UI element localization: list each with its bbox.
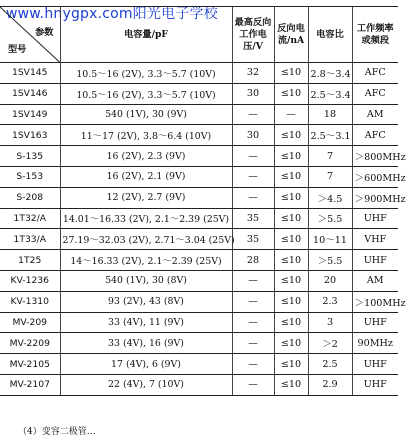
capacitance-cell: 11～17 (2V), 3.8～6.4 (10V) (60, 125, 232, 146)
capacitance-ratio-cell: 2.9 (308, 374, 352, 395)
header-reverse-current: 反向电流/nA (274, 7, 308, 63)
max-voltage-cell: — (232, 166, 274, 187)
capacitance-ratio-cell: 7 (308, 146, 352, 167)
capacitance-ratio-cell: 2.8～3.4 (308, 63, 352, 84)
reverse-current-cell: ≤10 (274, 354, 308, 375)
max-voltage-cell: — (232, 270, 274, 291)
table-row (0, 270, 398, 291)
capacitance-ratio-cell: 20 (308, 270, 352, 291)
model-cell: KV-1236 (0, 270, 60, 291)
max-voltage-cell: — (232, 146, 274, 167)
max-voltage-cell: — (232, 291, 274, 312)
header-max-reverse-voltage: 最高反向工作电压/V (232, 7, 274, 63)
capacitance-ratio-cell: ＞4.5 (308, 187, 352, 208)
capacitance-ratio-cell: ＞2 (308, 333, 352, 354)
model-cell: 1SV163 (0, 125, 60, 146)
model-cell: 1SV149 (0, 104, 60, 125)
max-voltage-cell: — (232, 312, 274, 333)
reverse-current-cell: ≤10 (274, 374, 308, 395)
max-voltage-cell: — (232, 104, 274, 125)
capacitance-ratio-cell: 7 (308, 166, 352, 187)
frequency-band-cell: 90MHz (352, 333, 398, 354)
capacitance-cell: 17 (4V), 6 (9V) (60, 354, 232, 375)
header-frequency-band: 工作频率或频段 (352, 7, 398, 63)
max-voltage-cell: 35 (232, 208, 274, 229)
model-cell: 1SV146 (0, 83, 60, 104)
reverse-current-cell: ≤10 (274, 291, 308, 312)
capacitance-cell: 22 (4V), 7 (10V) (60, 374, 232, 395)
capacitance-ratio-cell: ＞5.5 (308, 250, 352, 271)
frequency-band-cell: AFC (352, 83, 398, 104)
capacitance-ratio-cell: 18 (308, 104, 352, 125)
reverse-current-cell: ≤10 (274, 208, 308, 229)
frequency-band-cell: AM (352, 270, 398, 291)
frequency-band-cell: ＞600MHz (352, 166, 398, 187)
model-cell: S-135 (0, 146, 60, 167)
reverse-current-cell: ≤10 (274, 187, 308, 208)
reverse-current-cell: ≤10 (274, 125, 308, 146)
varactor-diode-parameter-table (0, 6, 406, 396)
capacitance-cell: 16 (2V), 2.1 (9V) (60, 166, 232, 187)
capacitance-cell: 14～16.33 (2V), 2.1～2.39 (25V) (60, 250, 232, 271)
model-cell: 1SV145 (0, 63, 60, 84)
capacitance-ratio-cell: ＞5.5 (308, 208, 352, 229)
caption-text: （4）变容二极管… (18, 427, 96, 437)
capacitance-cell: 540 (1V), 30 (8V) (60, 270, 232, 291)
table-row (0, 146, 398, 167)
max-voltage-cell: 32 (232, 63, 274, 84)
header-capacitance: 电容量/pF (60, 7, 232, 63)
capacitance-cell: 93 (2V), 43 (8V) (60, 291, 232, 312)
frequency-band-cell: AFC (352, 125, 398, 146)
capacitance-cell: 27.19～32.03 (2V), 2.71～3.04 (25V) (60, 229, 232, 250)
model-cell: MV-2105 (0, 354, 60, 375)
reverse-current-cell: ≤10 (274, 229, 308, 250)
max-voltage-cell: 28 (232, 250, 274, 271)
corner-label-parameter: 参数 (35, 27, 54, 38)
header-capacitance-ratio: 电容比 (308, 7, 352, 63)
capacitance-ratio-cell: 10～11 (308, 229, 352, 250)
reverse-current-cell: ≤10 (274, 270, 308, 291)
table-row (0, 291, 398, 312)
reverse-current-cell: ≤10 (274, 166, 308, 187)
capacitance-cell: 10.5～16 (2V), 3.3～5.7 (10V) (60, 83, 232, 104)
table-row (0, 354, 398, 375)
frequency-band-cell: VHF (352, 229, 398, 250)
capacitance-ratio-cell: 2.5～3.4 (308, 83, 352, 104)
max-voltage-cell: — (232, 354, 274, 375)
model-cell: S-208 (0, 187, 60, 208)
reverse-current-cell: ≤10 (274, 312, 308, 333)
capacitance-ratio-cell: 2.5 (308, 354, 352, 375)
reverse-current-cell: ≤10 (274, 63, 308, 84)
frequency-band-cell: UHF (352, 312, 398, 333)
reverse-current-cell: ≤10 (274, 146, 308, 167)
capacitance-cell: 540 (1V), 30 (9V) (60, 104, 232, 125)
table-row (0, 83, 398, 104)
capacitance-cell: 12 (2V), 2.7 (9V) (60, 187, 232, 208)
frequency-band-cell: UHF (352, 374, 398, 395)
model-cell: MV-2107 (0, 374, 60, 395)
frequency-band-cell: UHF (352, 354, 398, 375)
table-row (0, 63, 398, 84)
max-voltage-cell: — (232, 333, 274, 354)
capacitance-cell: 33 (4V), 16 (9V) (60, 333, 232, 354)
table-row (0, 333, 398, 354)
frequency-band-cell: AFC (352, 63, 398, 84)
frequency-band-cell: ＞800MHz (352, 146, 398, 167)
corner-header-cell (0, 7, 60, 63)
table-row (0, 374, 398, 395)
capacitance-cell: 14.01～16.33 (2V), 2.1～2.39 (25V) (60, 208, 232, 229)
table-row (0, 229, 398, 250)
reverse-current-cell: ≤10 (274, 333, 308, 354)
table-row (0, 125, 398, 146)
table-header-row (0, 7, 398, 63)
reverse-current-cell: ≤10 (274, 250, 308, 271)
max-voltage-cell: — (232, 187, 274, 208)
model-cell: MV-209 (0, 312, 60, 333)
table-row (0, 166, 398, 187)
max-voltage-cell: 30 (232, 125, 274, 146)
table-row (0, 187, 398, 208)
table-row (0, 312, 398, 333)
capacitance-ratio-cell: 2.5～3.1 (308, 125, 352, 146)
watermark-url: www.hnygpx.com阳光电子学校 (6, 6, 218, 22)
model-cell: S-153 (0, 166, 60, 187)
capacitance-ratio-cell: 3 (308, 312, 352, 333)
frequency-band-cell: ＞900MHz (352, 187, 398, 208)
frequency-band-cell: UHF (352, 208, 398, 229)
model-cell: 1T33/A (0, 229, 60, 250)
capacitance-ratio-cell: 2.3 (308, 291, 352, 312)
model-cell: 1T32/A (0, 208, 60, 229)
frequency-band-cell: ＞100MHz (352, 291, 398, 312)
frequency-band-cell: UHF (352, 250, 398, 271)
capacitance-cell: 10.5～16 (2V), 3.3～5.7 (10V) (60, 63, 232, 84)
model-cell: 1T25 (0, 250, 60, 271)
max-voltage-cell: — (232, 374, 274, 395)
reverse-current-cell: ≤10 (274, 83, 308, 104)
corner-label-model: 型号 (8, 44, 27, 55)
capacitance-cell: 33 (4V), 11 (9V) (60, 312, 232, 333)
table-row (0, 208, 398, 229)
table-body (0, 63, 406, 396)
max-voltage-cell: 35 (232, 229, 274, 250)
reverse-current-cell: — (274, 104, 308, 125)
table-row (0, 104, 398, 125)
table-row (0, 250, 398, 271)
model-cell: MV-2209 (0, 333, 60, 354)
frequency-band-cell: AM (352, 104, 398, 125)
max-voltage-cell: 30 (232, 83, 274, 104)
capacitance-cell: 16 (2V), 2.3 (9V) (60, 146, 232, 167)
model-cell: KV-1310 (0, 291, 60, 312)
